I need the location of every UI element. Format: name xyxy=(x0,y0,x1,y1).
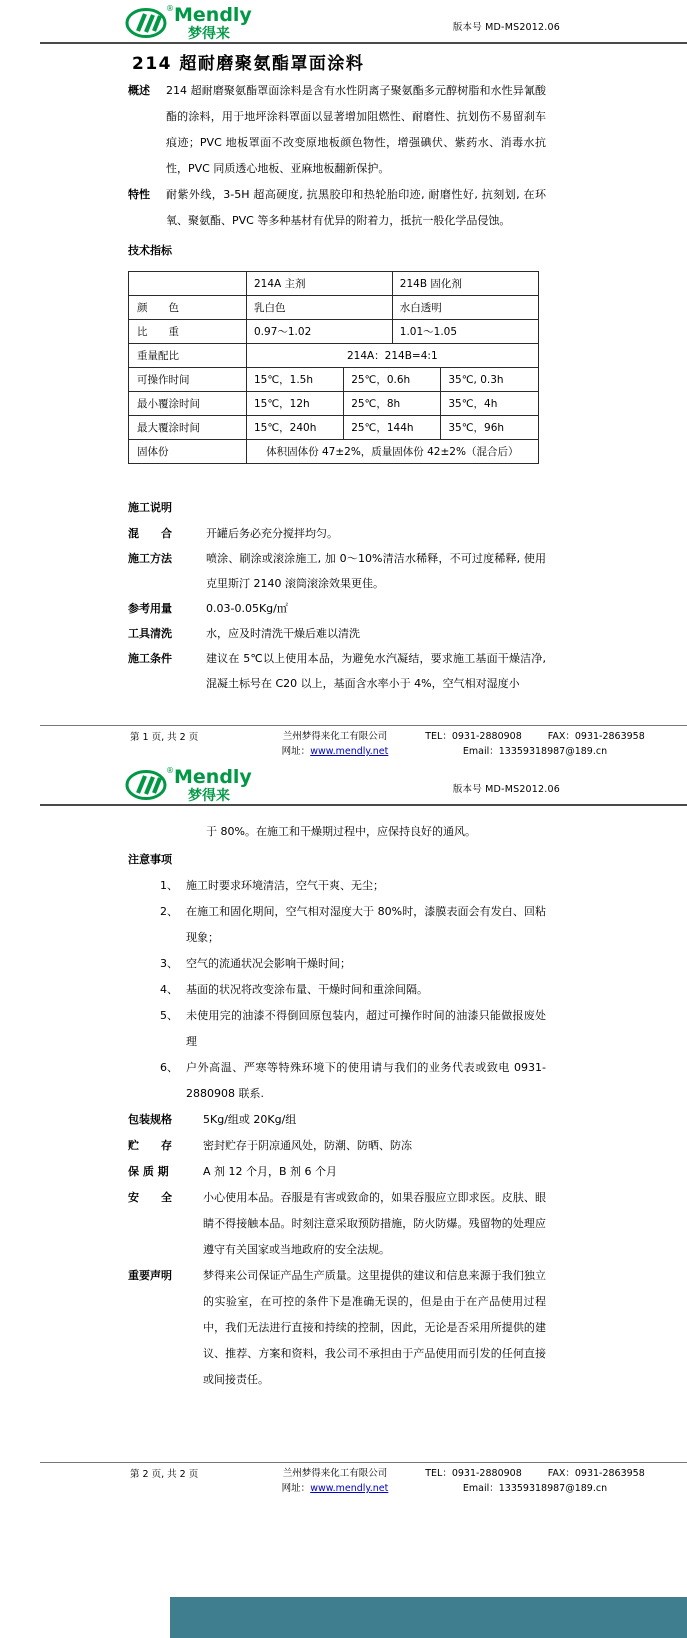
registered-icon: ® xyxy=(166,766,174,775)
company-name: 兰州梦得来化工有限公司 xyxy=(282,1468,388,1479)
item-label: 贮 存 xyxy=(128,1139,172,1152)
note-number: 5、 xyxy=(160,1009,178,1022)
note-text: 施工时要求环境清洁，空气干爽、无尘； xyxy=(186,879,384,892)
tel-label: TEL：0931-2880908 xyxy=(425,1468,522,1479)
note-item xyxy=(128,951,546,977)
feature-label: 特性 xyxy=(128,188,150,201)
table-row xyxy=(129,440,539,464)
table-row xyxy=(129,392,539,416)
info-item xyxy=(128,1107,546,1133)
table-cell: 水白透明 xyxy=(392,296,538,320)
page1-footer xyxy=(40,725,687,759)
page2-header xyxy=(40,762,687,806)
table-cell: 25℃，144h xyxy=(344,416,441,440)
mendly-logo-icon xyxy=(125,2,285,42)
note-item xyxy=(128,899,546,951)
item-text: 5Kg/组或 20Kg/组 xyxy=(203,1113,297,1126)
item-label: 参考用量 xyxy=(128,602,172,615)
note-item xyxy=(128,1003,546,1055)
version-label: 版本号 MD-MS2012.06 xyxy=(452,22,560,33)
item-label: 保 质 期 xyxy=(128,1165,169,1178)
item-label: 工具清洗 xyxy=(128,627,172,640)
table-cell: 214B 固化剂 xyxy=(392,272,538,296)
note-number: 1、 xyxy=(160,879,178,892)
construction-item xyxy=(128,546,546,596)
tech-specs-table xyxy=(128,271,539,464)
overview-text: 214 超耐磨聚氨酯罩面涂料是含有水性阴离子聚氨酯多元醇树脂和水性异氰酸酯的涂料，用于地坪涂料罩面以显著增加阻燃性、耐磨性、抗划伤不易留刹车痕迹；PVC 地板罩面不改变原地板颜色物性，增强碘伏、紫药水、消毒水抗性，PVC 同质透心地板、亚麻地板翻新保护。 xyxy=(166,84,546,175)
tel-label: TEL：0931-2880908 xyxy=(425,731,522,742)
mendly-logo-icon xyxy=(125,764,285,804)
item-label: 施工条件 xyxy=(128,652,172,665)
version-label: 版本号 MD-MS2012.06 xyxy=(452,784,560,795)
page-1 xyxy=(0,0,687,762)
overview-section xyxy=(128,78,546,182)
table-cell: 25℃，0.6h xyxy=(344,368,441,392)
item-label: 施工方法 xyxy=(128,552,172,565)
item-text: A 剂 12 个月，B 剂 6 个月 xyxy=(203,1165,338,1178)
brand-name-cn: 梦得来 xyxy=(188,26,230,42)
note-text: 未使用完的油漆不得倒回原包装内，超过可操作时间的油漆只能做报废处理 xyxy=(186,1009,546,1048)
construction-item xyxy=(128,646,546,696)
feature-section xyxy=(128,182,546,234)
table-row xyxy=(129,344,539,368)
page-number-label: 第 2 页, 共 2 页 xyxy=(130,1469,199,1480)
table-row xyxy=(129,320,539,344)
page-title: 214 超耐磨聚氨酯罩面涂料 xyxy=(132,54,365,74)
table-row xyxy=(129,272,539,296)
construction-heading: 施工说明 xyxy=(128,501,172,514)
table-cell: 35℃，4h xyxy=(441,392,538,416)
note-text: 户外高温、严寒等特殊环境下的使用请与我们的业务代表或致电 0931-2880908 联系. xyxy=(186,1061,546,1100)
item-text: 密封贮存于阴凉通风处，防潮、防晒、防冻 xyxy=(203,1139,412,1152)
construction-item xyxy=(128,521,546,546)
page1-header xyxy=(40,0,687,44)
item-text: 小心使用本品。吞服是有害或致命的，如果吞服应立即求医。皮肤、眼睛不得接触本品。时刻注意采取预防措施，防火防爆。残留物的处理应遵守有关国家或当地政府的安全法规。 xyxy=(203,1191,546,1256)
note-number: 2、 xyxy=(160,905,178,918)
note-number: 4、 xyxy=(160,983,178,996)
table-cell: 重量配比 xyxy=(129,344,247,368)
table-cell: 214A 主剂 xyxy=(247,272,393,296)
company-name: 兰州梦得来化工有限公司 xyxy=(282,731,388,742)
website-label: 网址： xyxy=(281,1483,311,1494)
item-text: 喷涂、刷涂或滚涂施工, 加 0～10%清洁水稀释，不可过度稀释, 使用克里斯汀 2140 滚筒滚涂效果更佳。 xyxy=(206,552,546,590)
note-number: 3、 xyxy=(160,957,178,970)
note-item xyxy=(128,873,546,899)
website-label: 网址： xyxy=(281,746,311,757)
table-row xyxy=(129,368,539,392)
page2-footer xyxy=(40,1462,687,1496)
note-item xyxy=(128,1055,546,1107)
info-item xyxy=(128,1159,546,1185)
item-text: 开罐后务必充分搅拌均匀。 xyxy=(206,527,338,540)
brand-name-en: Mendly xyxy=(174,4,252,26)
table-cell: 0.97～1.02 xyxy=(247,320,393,344)
table-cell: 乳白色 xyxy=(247,296,393,320)
email-label: Email：13359318987@189.cn xyxy=(462,746,608,757)
note-number: 6、 xyxy=(160,1061,178,1074)
mendly-logo xyxy=(125,2,285,45)
item-label: 包装规格 xyxy=(128,1113,172,1126)
table-row xyxy=(129,416,539,440)
fax-label: FAX：0931-2863958 xyxy=(547,1468,645,1479)
website-link[interactable]: www.mendly.net xyxy=(310,1483,389,1494)
info-item xyxy=(128,1263,546,1393)
email-label: Email：13359318987@189.cn xyxy=(462,1483,608,1494)
table-cell: 最小覆涂时间 xyxy=(129,392,247,416)
table-cell: 15℃，12h xyxy=(247,392,344,416)
info-item xyxy=(128,1185,546,1263)
item-text: 水，应及时清洗干燥后难以清洗 xyxy=(206,627,360,640)
table-cell: 25℃，8h xyxy=(344,392,441,416)
brand-name-en: Mendly xyxy=(174,766,252,788)
construction-item xyxy=(128,596,546,621)
note-item xyxy=(128,977,546,1003)
table-cell: 15℃，1.5h xyxy=(247,368,344,392)
note-text: 空气的流通状况会影响干燥时间； xyxy=(186,957,351,970)
item-label: 重要声明 xyxy=(128,1269,172,1282)
feature-text: 耐紫外线，3-5H 超高硬度, 抗黑胶印和热轮胎印迹, 耐磨性好, 抗刻划, 在环氧、聚氨酯、PVC 等多种基材有优异的附着力，抵抗一般化学品侵蚀。 xyxy=(166,188,546,227)
fax-label: FAX：0931-2863958 xyxy=(547,731,645,742)
table-cell: 35℃，96h xyxy=(441,416,538,440)
notes-heading: 注意事项 xyxy=(128,853,172,866)
table-cell xyxy=(129,272,247,296)
table-cell: 35℃, 0.3h xyxy=(441,368,538,392)
tech-specs-heading: 技术指标 xyxy=(128,244,172,257)
item-label: 混 合 xyxy=(128,527,172,540)
note-text: 基面的状况将改变涂布量、干燥时间和重涂间隔。 xyxy=(186,983,428,996)
item-label: 安 全 xyxy=(128,1191,172,1204)
table-cell: 颜 色 xyxy=(129,296,247,320)
item-text: 建议在 5℃以上使用本品，为避免水汽凝结，要求施工基面干燥洁净, 混凝土标号在 C20 以上，基面含水率小于 4%，空气相对湿度小 xyxy=(206,652,546,690)
table-cell: 比 重 xyxy=(129,320,247,344)
table-cell: 固体份 xyxy=(129,440,247,464)
page-2 xyxy=(0,762,687,1638)
info-item xyxy=(128,1133,546,1159)
table-cell: 214A：214B=4:1 xyxy=(247,344,539,368)
item-text: 0.03-0.05Kg/㎡ xyxy=(206,602,288,615)
registered-icon: ® xyxy=(166,4,174,13)
construction-item xyxy=(128,621,546,646)
brand-name-cn: 梦得来 xyxy=(188,788,230,804)
overview-label: 概述 xyxy=(128,84,150,97)
page-number-label: 第 1 页, 共 2 页 xyxy=(130,732,199,743)
note-text: 在施工和固化期间，空气相对湿度大于 80%时，漆膜表面会有发白、回粘现象； xyxy=(186,905,546,944)
table-row xyxy=(129,296,539,320)
table-cell: 1.01～1.05 xyxy=(392,320,538,344)
table-cell: 体积固体份 47±2%，质量固体份 42±2%（混合后） xyxy=(247,440,539,464)
item-text: 梦得来公司保证产品生产质量。这里提供的建议和信息来源于我们独立的实验室，在可控的条件下是准确无误的，但是由于在产品使用过程中，我们无法进行直接和持续的控制，因此，无论是否采用所提供的建议、推荐、方案和资料，我公司不承担由于产品使用而引发的任何直接或间接责任。 xyxy=(203,1269,546,1386)
table-cell: 可操作时间 xyxy=(129,368,247,392)
table-cell: 最大覆涂时间 xyxy=(129,416,247,440)
continuation-text: 于 80%。在施工和干燥期过程中，应保持良好的通风。 xyxy=(206,825,476,838)
bottom-color-bar xyxy=(170,1597,687,1638)
website-link[interactable]: www.mendly.net xyxy=(310,746,389,757)
mendly-logo xyxy=(125,764,285,807)
table-cell: 15℃，240h xyxy=(247,416,344,440)
